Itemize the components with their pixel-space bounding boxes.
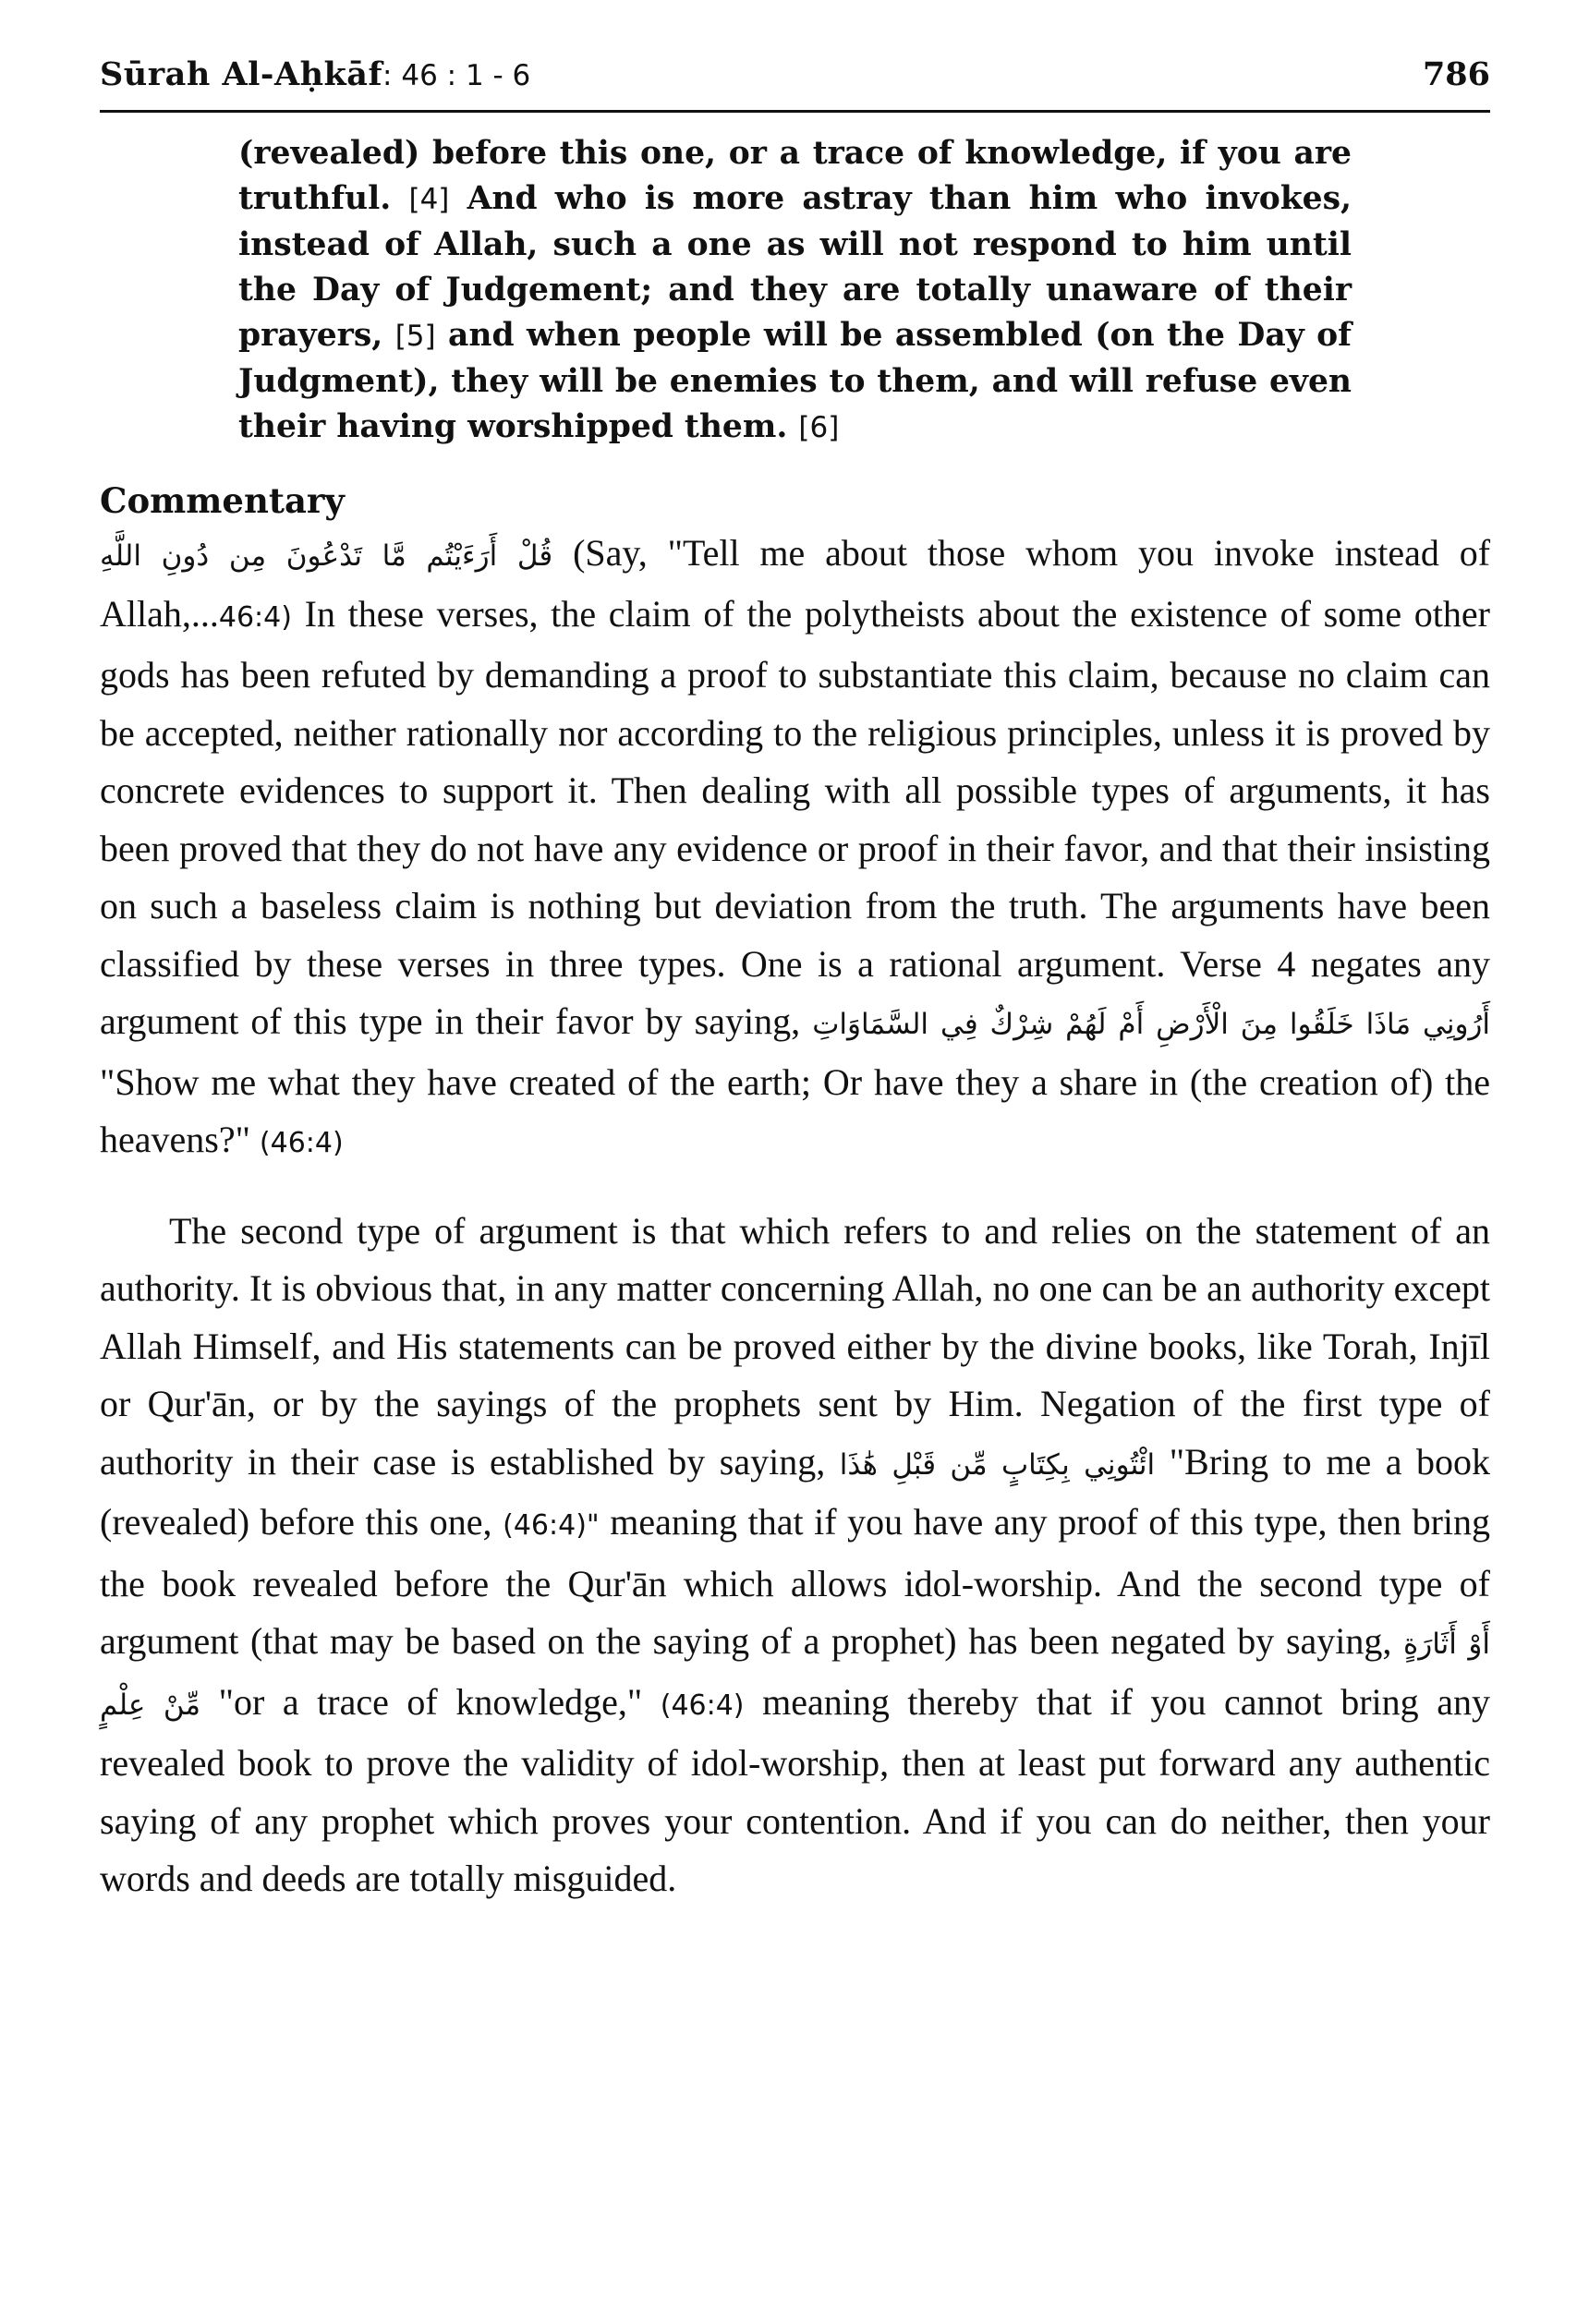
document-page [100, 55, 1490, 2300]
translation-text: and when people will be assembled (on the Day of Judgment), they will be enemies to them, and will refuse even their having worshipped them. [238, 317, 1352, 445]
verse-citation: 46:4) [218, 600, 292, 634]
arabic-quote: ائْتُونِي بِكِتَابٍ مِّن قَبْلِ هَٰذَا [839, 1447, 1156, 1482]
paragraph-text: In these verses, the claim of the polytheists about the existence of some other gods has been refuted by demanding a proof to substantiate this claim, because no claim can be accepted, neither rationally nor according to the religious principles, unless it is proved by concrete evidences to support it. Then dealing with all possible types of arguments, it has been proved that they do not have any evidence or proof in their favor, and that their insisting on such a baseless claim is nothing but deviation from the truth. The arguments have been classified by these verses in three types. One is a rational argument. Verse 4 negates any argument of this type in their favor by saying, [100, 592, 1490, 1042]
verse-number: [6] [798, 411, 840, 444]
commentary-paragraph-1 [100, 525, 1490, 1173]
verse-reference: : 46 : 1 - 6 [382, 59, 531, 92]
paragraph-text: meaning thereby that if you cannot bring any revealed book to prove the validity of idol-worship, then at least put forward any authentic saying of any prophet which proves your contention. And if you can do neither, then your words and deeds are totally misguided. [100, 1680, 1491, 1899]
running-header [100, 55, 1490, 113]
paragraph-text: The second type of argument is that which refers to and relies on the statement of an authority. It is obvious that, in any matter concerning Allah, no one can be an authority except Allah Himself, and His statements can be proved either by the divine books, like Torah, Injīl or Qur'ān, or by the sayings of the prophets sent by Him. Negation of the first type of authority in their case is established by saying, [100, 1209, 1490, 1483]
verse-citation: (46:4)" [503, 1509, 600, 1542]
surah-title: Sūrah Al-Aḥkāf [100, 55, 383, 93]
paragraph-text: "or a trace of knowledge," [218, 1680, 643, 1723]
verse-number: [4] [408, 183, 450, 216]
arabic-quote: قُلْ أَرَءَيْتُم مَّا تَدْعُونَ مِن دُونِ اللَّهِ [100, 539, 553, 573]
page-number: 786 [1422, 55, 1490, 93]
paragraph-text: "Bring to me a book (revealed) before this one, [100, 1440, 1491, 1543]
arabic-quote: أَوْ أَثَارَةٍ مِّنْ عِلْمٍ [100, 1628, 1490, 1722]
arabic-quote: أَرُونِي مَاذَا خَلَقُوا مِنَ الْأَرْضِ أَمْ لَهُمْ شِرْكٌ فِي السَّمَاوَاتِ [812, 1008, 1490, 1041]
paragraph-text: (Say, "Tell me about those whom you invoke instead of Allah,... [100, 532, 1491, 635]
translation-text: And who is more astray than him who invokes, instead of Allah, such a one as will not respond to him until the Day of Judgement; and they are totally unaware of their prayers, [238, 180, 1352, 354]
verse-number: [5] [394, 320, 436, 353]
verse-citation: (46:4) [660, 1689, 745, 1722]
paragraph-text: "Show me what they have created of the earth; Or have they a share in (the creation of) the heavens?" [100, 1060, 1490, 1160]
translation-text: (revealed) before this one, or a trace of knowledge, if you are truthful. [238, 135, 1352, 217]
commentary-heading: Commentary [100, 480, 345, 521]
verse-translation [100, 131, 1490, 451]
paragraph-text: meaning that if you have any proof of this type, then bring the book revealed before the Qur'ān which allows idol-worship. And the second type of argument (that may be based on the saying of a prophet) has been negated by saying, [100, 1501, 1491, 1662]
commentary-paragraph-2 [100, 1203, 1490, 1908]
verse-citation: (46:4) [259, 1127, 344, 1159]
header-left [100, 55, 530, 93]
